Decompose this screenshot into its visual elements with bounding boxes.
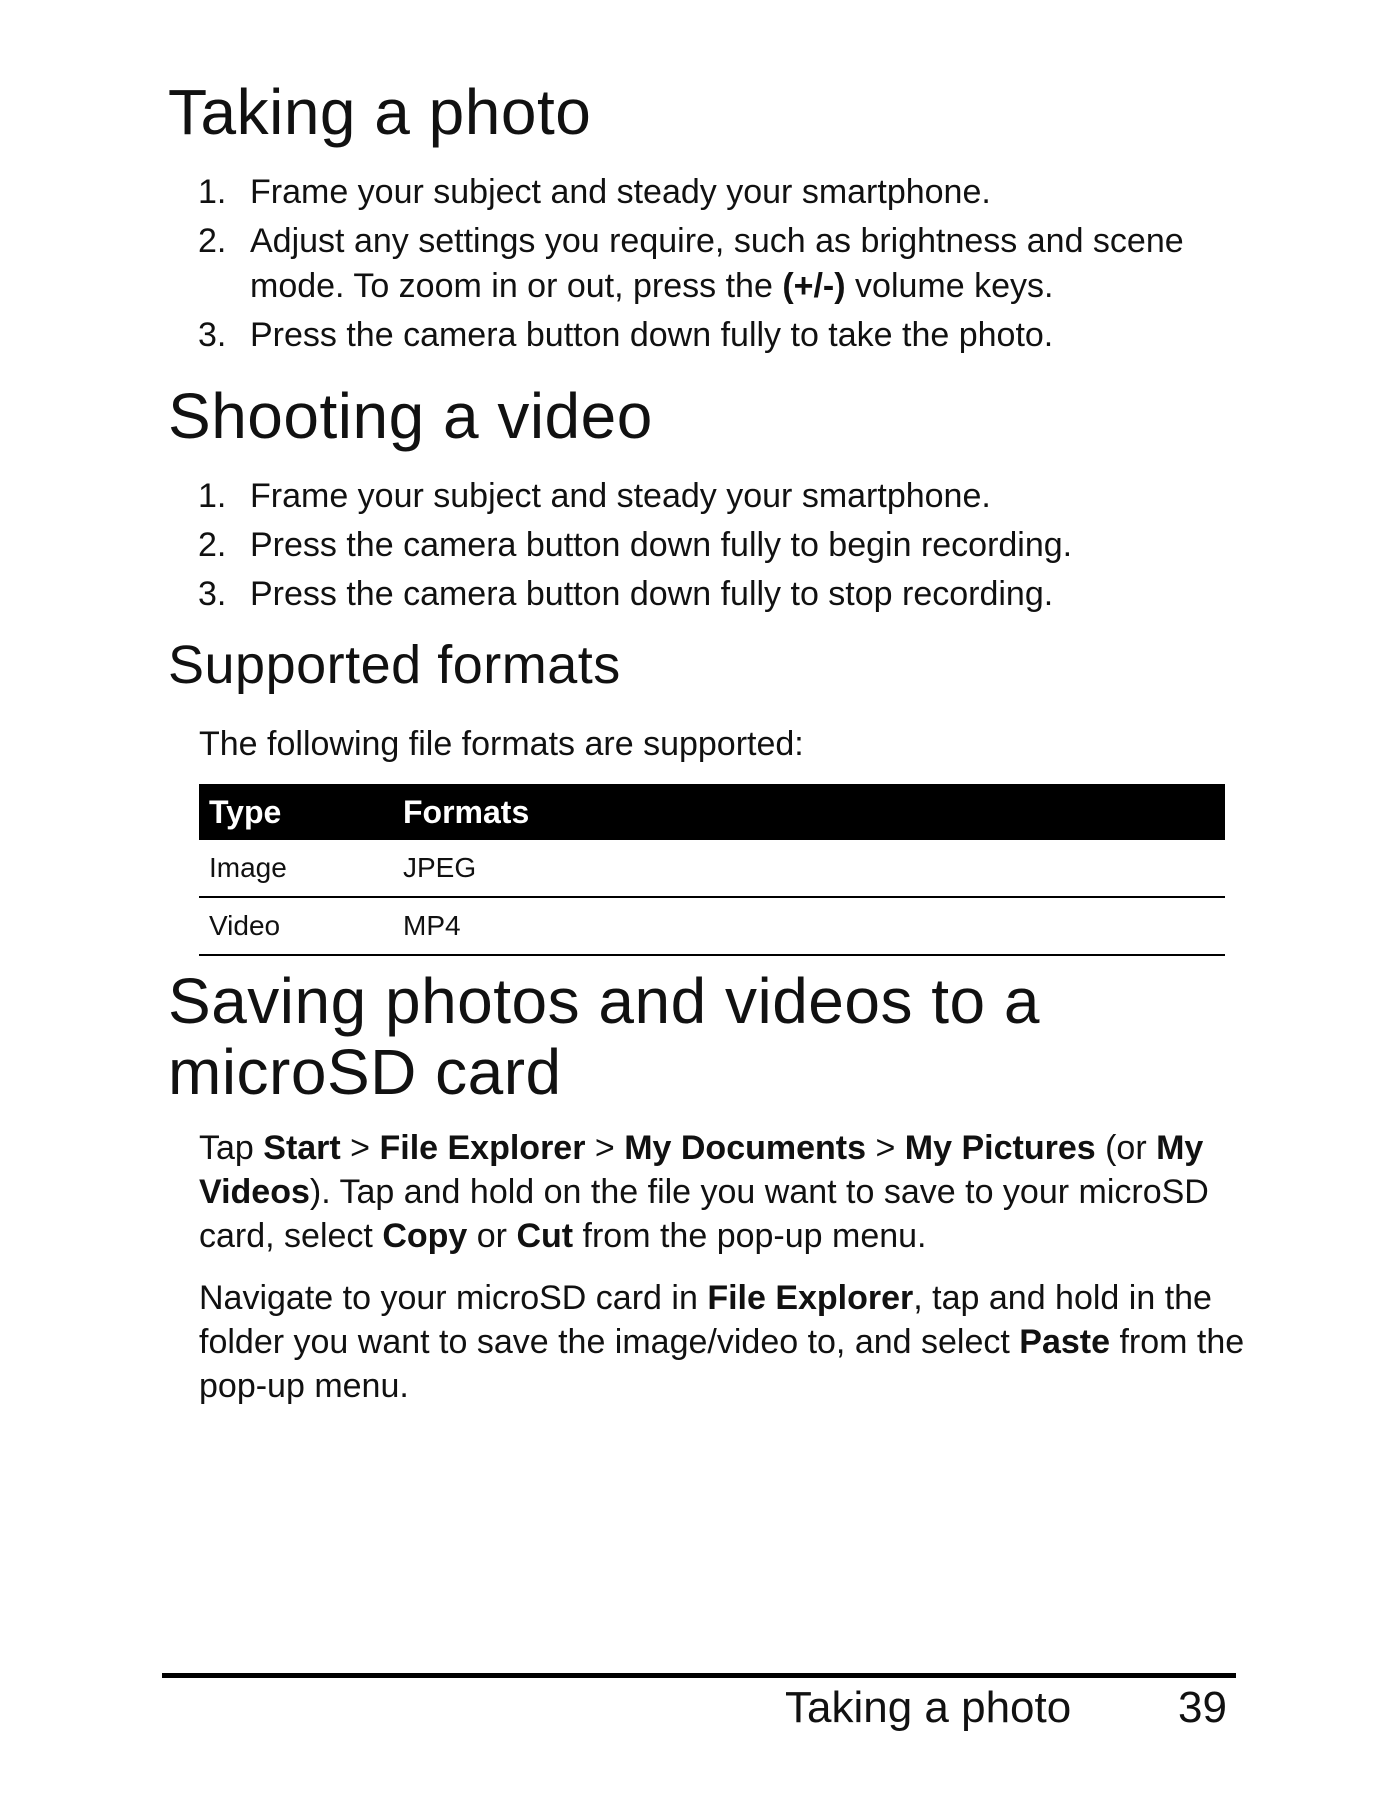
list-item: 2. Press the camera button down fully to begin recording. <box>198 526 1073 564</box>
table-cell: Image <box>199 840 393 897</box>
heading-saving-to-microsd: Saving photos and videos to a microSD card <box>168 965 1040 1108</box>
footer-section-title: Taking a photo <box>785 1683 1072 1732</box>
heading-taking-a-photo: Taking a photo <box>168 76 592 148</box>
formats-intro: The following file formats are supported: <box>199 725 804 763</box>
table-cell: MP4 <box>393 897 1225 955</box>
table-cell: Video <box>199 897 393 955</box>
saving-paragraph-1: Tap Start > File Explorer > My Documents > My Pictures (or My Videos). Tap and hold on the file you want to save to your microSD card, select Copy or Cut from the pop-up menu. <box>199 1129 1209 1255</box>
column-header-formats: Formats <box>393 784 1225 840</box>
list-item: 1. Frame your subject and steady your smartphone. <box>198 173 991 211</box>
table-row <box>199 840 1225 897</box>
taking-photo-steps <box>198 170 1258 362</box>
formats-table <box>199 784 1225 956</box>
table-header-row <box>199 784 1225 840</box>
table-cell: JPEG <box>393 840 1225 897</box>
list-item: 1. Frame your subject and steady your smartphone. <box>198 477 991 515</box>
footer-divider <box>162 1673 1236 1678</box>
list-item: 3. Press the camera button down fully to take the photo. <box>198 316 1054 354</box>
list-item: 3. Press the camera button down fully to stop recording. <box>198 575 1054 613</box>
page-number: 39 <box>1178 1683 1227 1732</box>
shooting-video-steps <box>198 474 1258 621</box>
heading-supported-formats: Supported formats <box>168 635 621 695</box>
saving-paragraph-2: Navigate to your microSD card in File Explorer, tap and hold in the folder you want to save the image/video to, and select Paste from the pop-up menu. <box>199 1279 1245 1405</box>
heading-shooting-a-video: Shooting a video <box>168 380 653 452</box>
column-header-type: Type <box>199 784 393 840</box>
list-item: 2. Adjust any settings you require, such as brightness and scene mode. To zoom in or out, press the (+/-) volume keys. <box>198 222 1184 305</box>
table-row <box>199 897 1225 955</box>
